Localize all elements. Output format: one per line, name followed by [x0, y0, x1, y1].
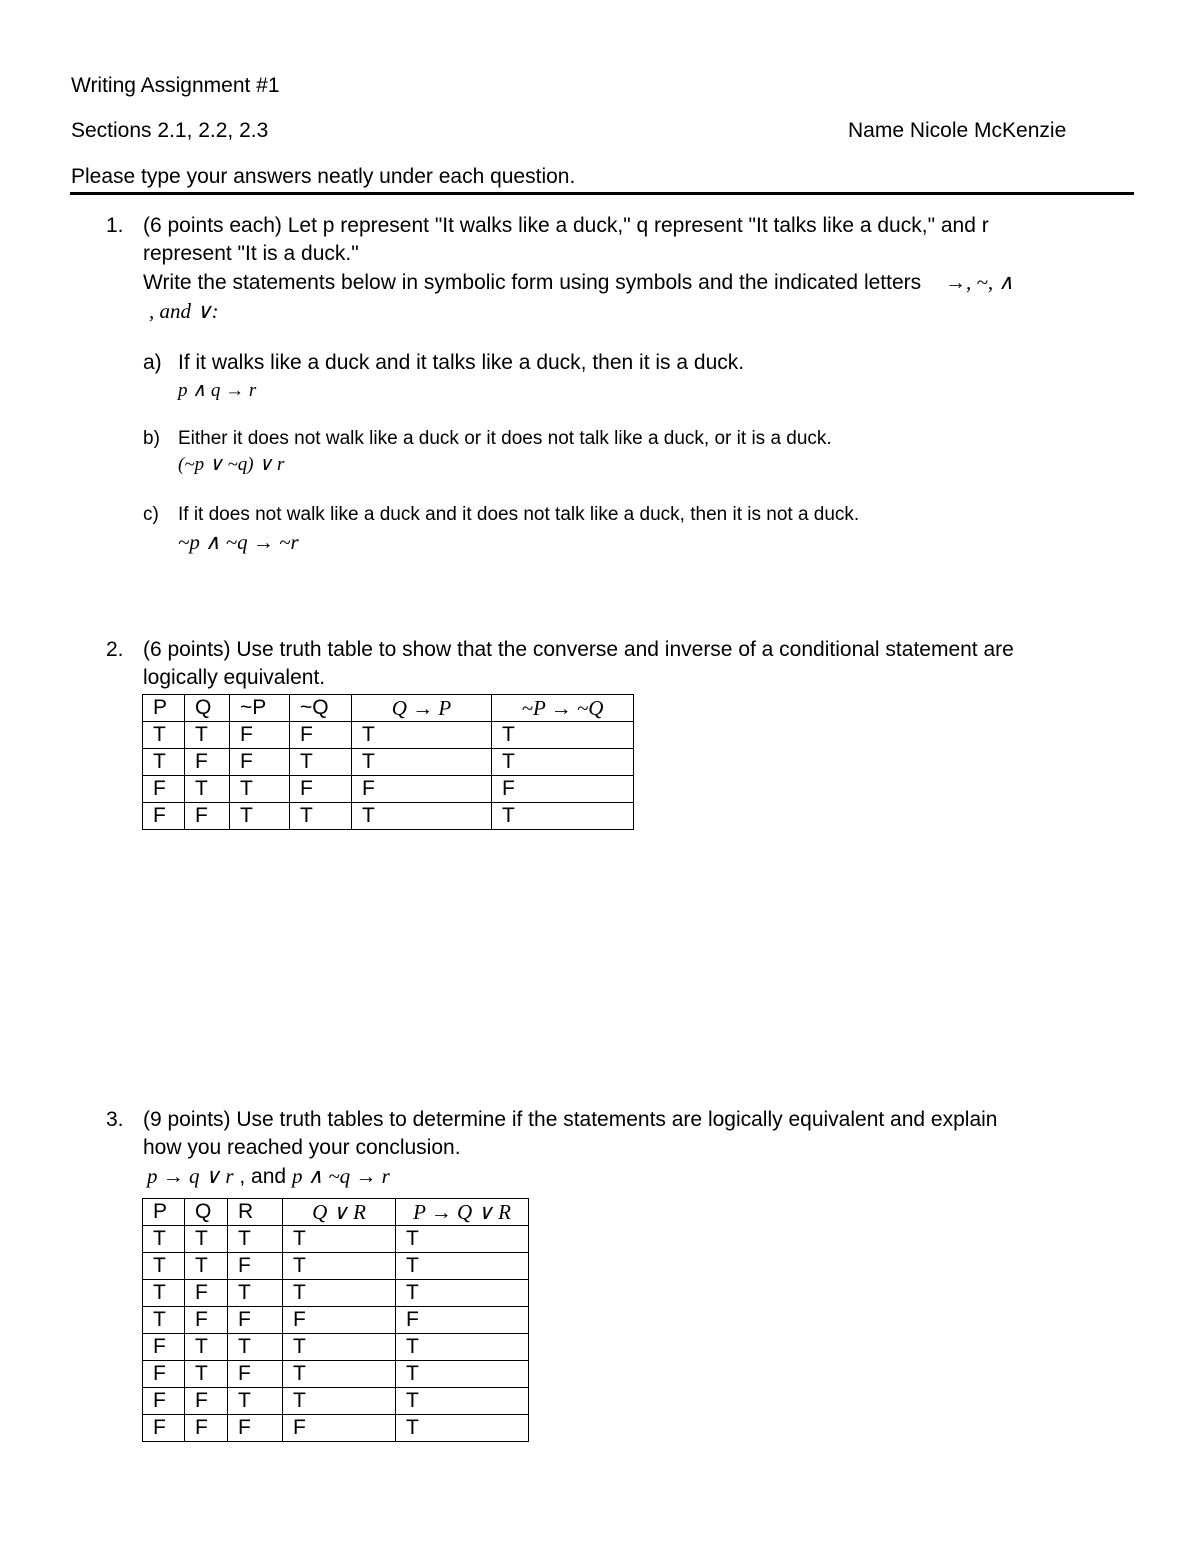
table-cell: T — [492, 722, 634, 749]
table-cell: F — [228, 1307, 283, 1334]
table-row — [143, 1280, 529, 1307]
table-row — [143, 1388, 529, 1415]
table-row — [143, 1334, 529, 1361]
table-cell: T — [228, 1226, 283, 1253]
table-cell: T — [230, 776, 290, 803]
header-divider — [70, 192, 1134, 195]
question-1-line-4: , and ∨: — [149, 299, 219, 323]
table-cell: T — [283, 1226, 396, 1253]
question-2-line-1: (6 points) Use truth table to show that the converse and inverse of a conditional statement are — [143, 638, 1014, 661]
question-1a-text: If it walks like a duck and it talks like a duck, then it is a duck. — [178, 351, 745, 374]
question-3-line-2: how you reached your conclusion. — [143, 1136, 461, 1159]
question-1b-text: Either it does not walk like a duck or it does not talk like a duck, or it is a duck. — [178, 428, 832, 449]
table-cell: T — [228, 1388, 283, 1415]
question-2-number: 2. — [106, 638, 124, 661]
table-cell: F — [283, 1307, 396, 1334]
question-1c-answer: ~p ∧ ~q → ~r — [178, 530, 299, 554]
table-cell: T — [290, 749, 352, 776]
question-2-line-2: logically equivalent. — [143, 666, 326, 689]
table-cell: F — [143, 1334, 185, 1361]
table-cell: F — [185, 1415, 228, 1442]
question-3-statement-1: p → q ∨ r — [147, 1164, 234, 1188]
question-1a-answer: p ∧ q → r — [178, 380, 257, 401]
table-cell: T — [283, 1280, 396, 1307]
table-cell: T — [185, 1334, 228, 1361]
table-cell: T — [185, 1253, 228, 1280]
question-3-joiner: , and — [239, 1165, 287, 1188]
table-cell: T — [396, 1226, 529, 1253]
question-1-line-3: Write the statements below in symbolic form using symbols and the indicated letters — [143, 271, 922, 294]
table-cell: F — [143, 803, 185, 830]
table-cell: T — [185, 722, 230, 749]
question-1c — [143, 502, 859, 528]
header-cell: P — [143, 695, 185, 722]
table-cell: T — [185, 1361, 228, 1388]
truth-table-q3-header — [143, 1199, 529, 1226]
question-3-line-1: (9 points) Use truth tables to determine if the statements are logically equivalent and explain — [143, 1108, 998, 1131]
question-1-line-2: represent "It is a duck." — [143, 242, 359, 265]
table-cell: F — [230, 749, 290, 776]
table-cell: F — [143, 1415, 185, 1442]
header-cell: P — [143, 1199, 185, 1226]
question-1 — [106, 212, 1136, 325]
table-cell: T — [396, 1334, 529, 1361]
question-1a — [143, 350, 744, 376]
table-row — [143, 776, 634, 803]
table-cell: T — [290, 803, 352, 830]
table-cell: T — [352, 722, 492, 749]
header-cell: Q — [185, 1199, 228, 1226]
table-cell: F — [185, 1280, 228, 1307]
table-cell: T — [283, 1361, 396, 1388]
table-cell: F — [290, 776, 352, 803]
table-cell: T — [492, 749, 634, 776]
question-1b — [143, 426, 832, 452]
truth-table-q2-header — [143, 695, 634, 722]
question-1b-answer: (~p ∨ ~q) ∨ r — [178, 454, 285, 475]
question-1c-label: c) — [143, 504, 159, 525]
table-cell: T — [283, 1388, 396, 1415]
question-1-symbols: →, ~, ∧ — [944, 270, 1014, 294]
table-row — [143, 1361, 529, 1388]
table-cell: F — [290, 722, 352, 749]
table-cell: F — [283, 1415, 396, 1442]
question-1-number: 1. — [106, 214, 124, 237]
header-cell: ~Q — [290, 695, 352, 722]
question-2 — [106, 636, 1136, 692]
question-3 — [106, 1106, 1136, 1191]
table-row — [143, 1226, 529, 1253]
table-row — [143, 1307, 529, 1334]
table-cell: T — [352, 749, 492, 776]
table-cell: F — [228, 1415, 283, 1442]
truth-table-q2 — [142, 694, 634, 830]
table-cell: F — [185, 1388, 228, 1415]
table-cell: F — [228, 1253, 283, 1280]
table-cell: T — [143, 1226, 185, 1253]
header-cell: Q → P — [352, 695, 492, 722]
table-cell: F — [492, 776, 634, 803]
header-cell: Q ∨ R — [283, 1199, 396, 1226]
table-cell: F — [230, 722, 290, 749]
table-cell: F — [228, 1361, 283, 1388]
table-cell: T — [396, 1415, 529, 1442]
table-cell: T — [143, 1307, 185, 1334]
question-1a-label: a) — [143, 351, 162, 374]
table-cell: T — [396, 1253, 529, 1280]
table-cell: F — [143, 1388, 185, 1415]
table-cell: T — [143, 722, 185, 749]
table-cell: F — [185, 803, 230, 830]
table-cell: F — [352, 776, 492, 803]
header-cell: P → Q ∨ R — [396, 1199, 529, 1226]
instructions: Please type your answers neatly under each question. — [71, 165, 576, 188]
student-name: Name Nicole McKenzie — [848, 119, 1067, 142]
table-cell: F — [143, 1361, 185, 1388]
table-cell: F — [185, 1307, 228, 1334]
table-cell: T — [492, 803, 634, 830]
question-1b-label: b) — [143, 428, 160, 449]
table-cell: T — [143, 1253, 185, 1280]
table-cell: T — [283, 1253, 396, 1280]
table-row — [143, 803, 634, 830]
table-cell: T — [352, 803, 492, 830]
table-cell: T — [230, 803, 290, 830]
table-cell: T — [185, 776, 230, 803]
table-cell: T — [185, 1226, 228, 1253]
table-cell: T — [228, 1280, 283, 1307]
table-cell: T — [283, 1334, 396, 1361]
table-cell: F — [185, 749, 230, 776]
table-cell: F — [143, 776, 185, 803]
question-3-statement-2: p ∧ ~q → r — [291, 1164, 390, 1188]
table-cell: T — [396, 1361, 529, 1388]
table-cell: T — [228, 1334, 283, 1361]
table-row — [143, 1253, 529, 1280]
question-3-number: 3. — [106, 1108, 124, 1131]
header-cell: Q — [185, 695, 230, 722]
question-1c-text: If it does not walk like a duck and it does not talk like a duck, then it is not a duck. — [178, 504, 860, 525]
header-cell: ~P — [230, 695, 290, 722]
header-cell: R — [228, 1199, 283, 1226]
table-row — [143, 749, 634, 776]
table-cell: T — [143, 1280, 185, 1307]
table-cell: T — [396, 1280, 529, 1307]
sections-label: Sections 2.1, 2.2, 2.3 — [71, 119, 269, 142]
table-cell: F — [396, 1307, 529, 1334]
table-row — [143, 722, 634, 749]
header-cell: ~P → ~Q — [492, 695, 634, 722]
table-row — [143, 1415, 529, 1442]
table-cell: T — [143, 749, 185, 776]
table-cell: T — [396, 1388, 529, 1415]
truth-table-q3 — [142, 1198, 529, 1442]
assignment-title: Writing Assignment #1 — [71, 74, 280, 97]
question-1-line-1: (6 points each) Let p represent "It walks like a duck," q represent "It talks like a duck," and r — [143, 214, 989, 237]
